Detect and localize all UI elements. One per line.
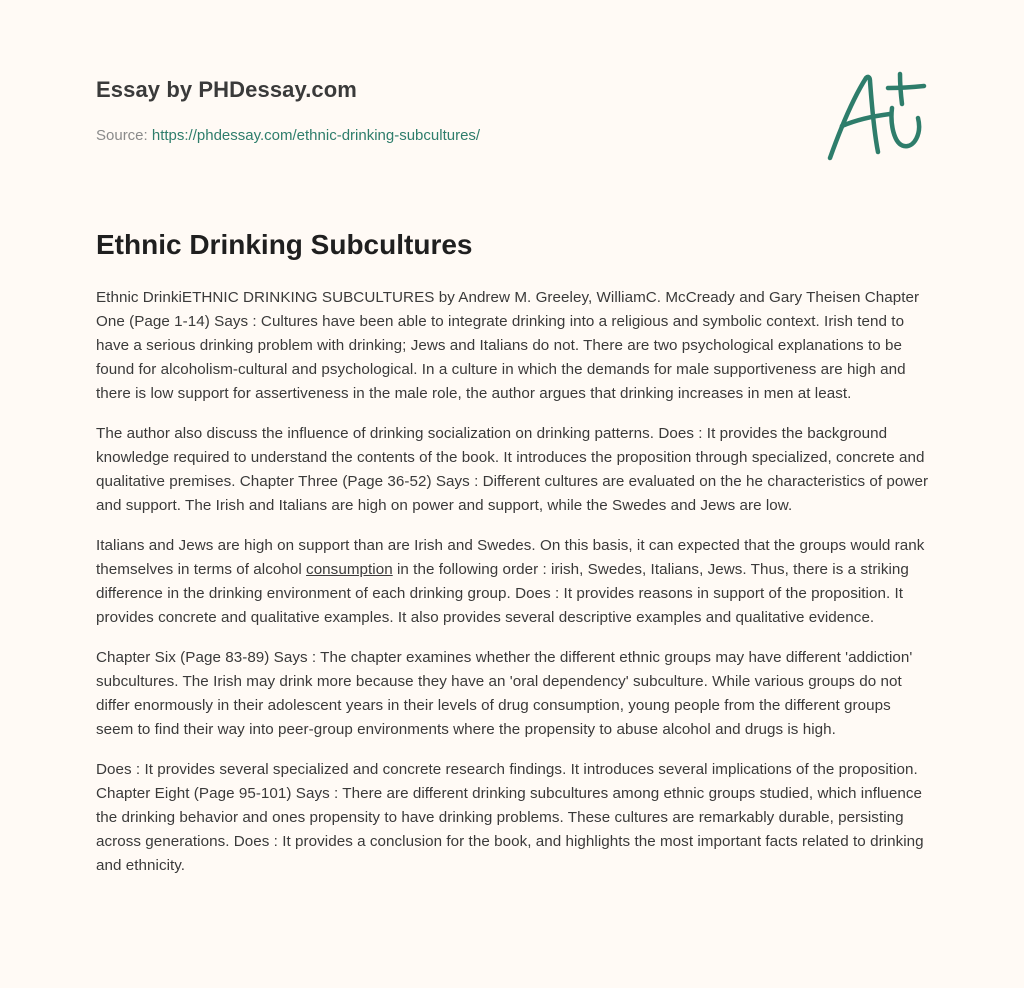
- paragraph-3-text-after: in the following order : irish, Swedes, Italians, Jews. Thus, there is a striking difference in the drinking environment of each drinking group. Does : It provides reasons in support of the proposition. It provides concrete and qualitative examples. It also provides several descriptive examples and qualitative evidence.: [96, 561, 909, 626]
- body-paragraph-1: Ethnic DrinkiETHNIC DRINKING SUBCULTURES by Andrew M. Greeley, WilliamC. McCready and Gary Theisen Chapter One (Page 1-14) Says : Cultures have been able to integrate drinking into a religious and symbolic context. Irish tend to have a serious drinking problem with drinking; Jews and Italians do not. There are two psychological explanations to be found for alcoholism-cultural and psychological. In a culture in which the demands for male supportiveness are high and there is low support for assertiveness in the male role, the author argues that drinking increases in men at least.: [96, 289, 920, 402]
- source-line: [96, 126, 928, 146]
- consumption-link[interactable]: consumption: [306, 561, 393, 578]
- brand-title: Essay by PHDessay.com: [96, 77, 357, 102]
- essay-body: [96, 286, 932, 894]
- source-link[interactable]: https://phdessay.com/ethnic-drinking-subcultures/: [151, 127, 481, 144]
- essay-header: [96, 76, 928, 166]
- body-paragraph-4: Chapter Six (Page 83-89) Says : The chapter examines whether the different ethnic groups may have different 'addiction' subcultures. The Irish may drink more because they have an 'oral dependency' subculture. While various groups do not differ enormously in their adolescent years in their levels of drug consumption, young people from the different groups seem to find their way into peer-group environments where the propensity to abuse alcohol and drugs is high.: [96, 649, 913, 738]
- body-paragraph-3: [96, 534, 932, 630]
- a-plus-logo-icon: [822, 68, 928, 164]
- essay-title: Ethnic Drinking Subcultures: [96, 229, 473, 260]
- body-paragraph-2: The author also discuss the influence of drinking socialization on drinking patterns. Does : It provides the background knowledge required to understand the contents of the book. It introduces the proposition through specialized, concrete and qualitative premises. Chapter Three (Page 36-52) Says : Different cultures are evaluated on the he characteristics of power and support. The Irish and Italians are high on power and support, while the Swedes and Jews are low.: [96, 425, 929, 514]
- body-paragraph-5: Does : It provides several specialized and concrete research findings. It introduces several implications of the proposition. Chapter Eight (Page 95-101) Says : There are different drinking subcultures among ethnic groups studied, which influence the drinking behavior and ones propensity to have drinking problems. These cultures are remarkably durable, persisting across generations. Does : It provides a conclusion for the book, and highlights the most important facts related to drinking and ethnicity.: [96, 761, 924, 874]
- paragraph-3-text-before: Italians and Jews are high on support than are Irish and Swedes. On this basis, it can expected that the groups would rank themselves in terms of alcohol: [96, 537, 925, 578]
- source-label: Source:: [96, 127, 152, 144]
